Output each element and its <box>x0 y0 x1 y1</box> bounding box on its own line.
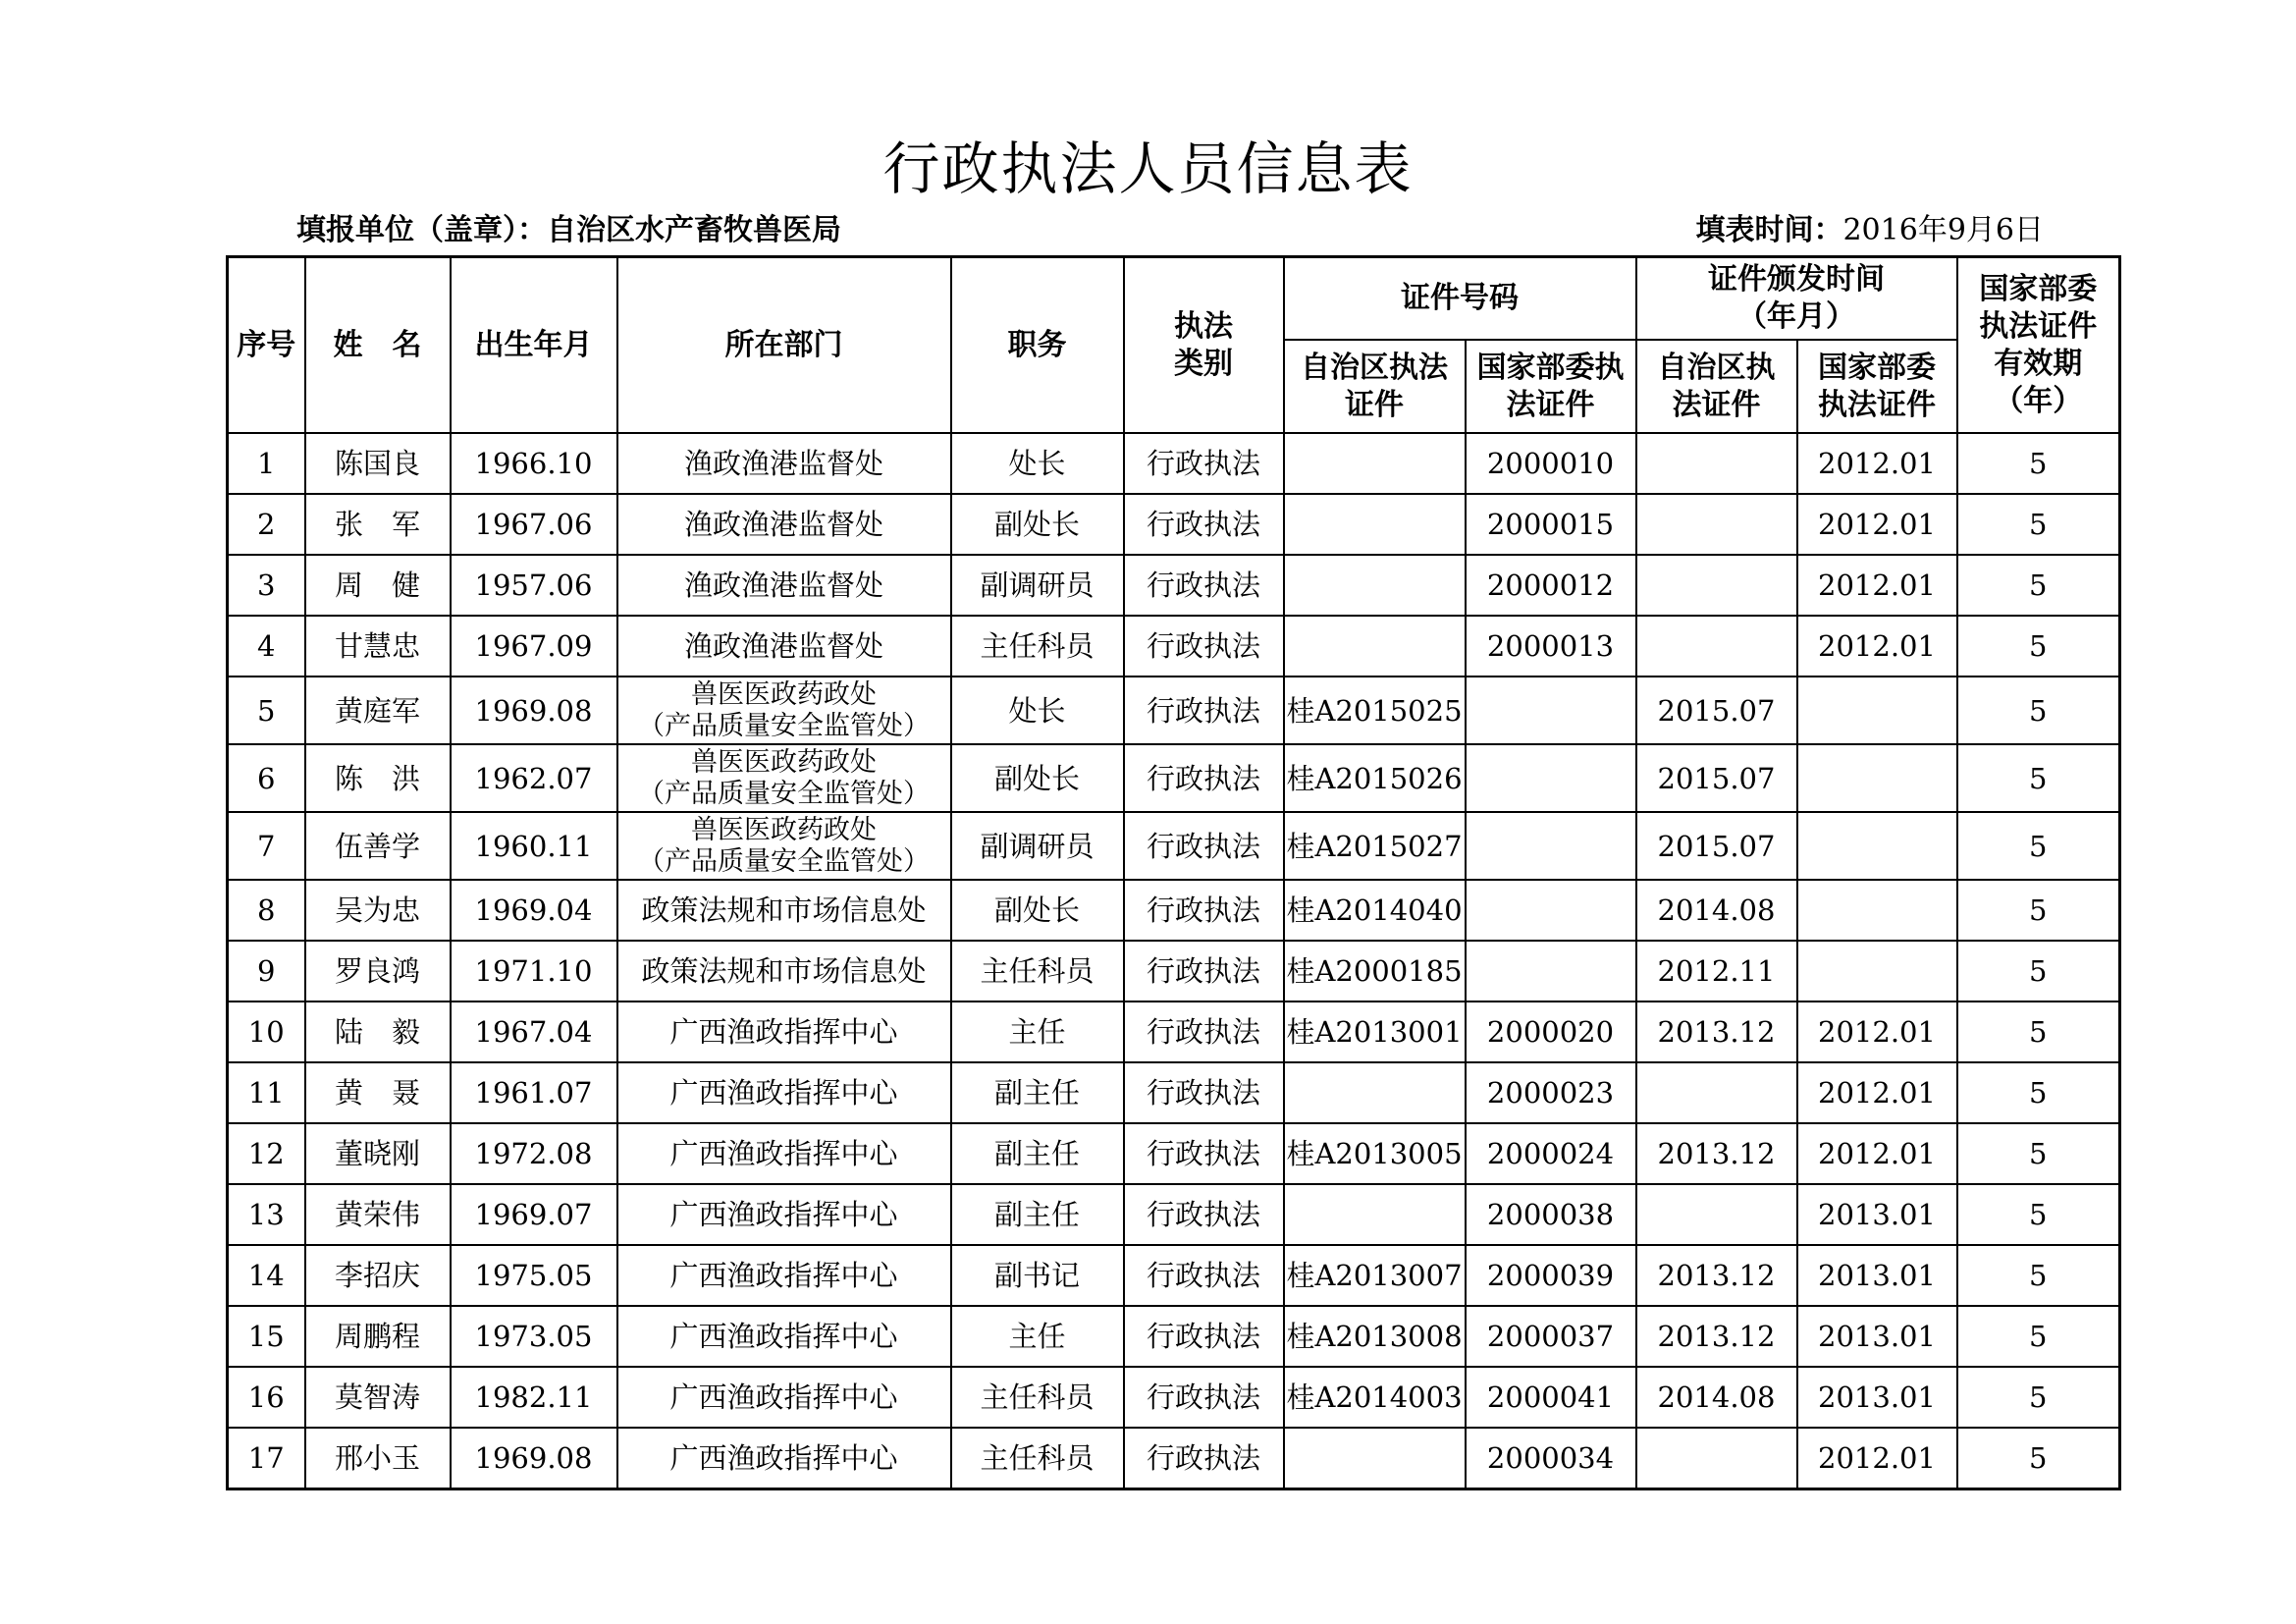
cell-national-cert-time: 2012.01 <box>1797 616 1957 677</box>
cell-validity: 5 <box>1957 941 2120 1001</box>
cell-region-cert-time: 2015.07 <box>1636 677 1797 744</box>
cell-region-cert-time <box>1636 1062 1797 1123</box>
cell-region-cert-no: 桂A2015027 <box>1284 812 1466 880</box>
cell-region-cert-no <box>1284 1184 1466 1245</box>
cell-position: 处长 <box>951 433 1124 494</box>
cell-validity: 5 <box>1957 1184 2120 1245</box>
cell-validity: 5 <box>1957 616 2120 677</box>
cell-national-cert-no: 2000010 <box>1466 433 1636 494</box>
cell-region-cert-time: 2013.12 <box>1636 1123 1797 1184</box>
cell-region-cert-no <box>1284 555 1466 616</box>
cell-birth: 1969.08 <box>451 677 617 744</box>
cell-name: 周鹏程 <box>305 1306 451 1367</box>
cell-department: 广西渔政指挥中心 <box>617 1184 951 1245</box>
cell-department: 广西渔政指挥中心 <box>617 1001 951 1062</box>
cell-category: 行政执法 <box>1124 433 1284 494</box>
cell-position: 处长 <box>951 677 1124 744</box>
cell-region-cert-time: 2013.12 <box>1636 1306 1797 1367</box>
header-national-cert-time: 国家部委执法证件 <box>1797 340 1957 433</box>
cell-seq: 15 <box>228 1306 305 1367</box>
cell-category: 行政执法 <box>1124 1245 1284 1306</box>
cell-position: 主任 <box>951 1306 1124 1367</box>
cell-category: 行政执法 <box>1124 1001 1284 1062</box>
table-row <box>228 616 2120 677</box>
cell-seq: 12 <box>228 1123 305 1184</box>
cell-birth: 1962.07 <box>451 744 617 812</box>
cell-national-cert-no: 2000037 <box>1466 1306 1636 1367</box>
cell-national-cert-no: 2000013 <box>1466 616 1636 677</box>
cell-seq: 6 <box>228 744 305 812</box>
cell-seq: 5 <box>228 677 305 744</box>
cell-national-cert-no: 2000020 <box>1466 1001 1636 1062</box>
cell-seq: 11 <box>228 1062 305 1123</box>
table-row <box>228 1062 2120 1123</box>
cell-category: 行政执法 <box>1124 1367 1284 1428</box>
cell-validity: 5 <box>1957 677 2120 744</box>
cell-region-cert-time: 2014.08 <box>1636 1367 1797 1428</box>
cell-national-cert-time: 2012.01 <box>1797 1062 1957 1123</box>
cell-category: 行政执法 <box>1124 812 1284 880</box>
cell-position: 副处长 <box>951 880 1124 941</box>
table-row <box>228 1123 2120 1184</box>
cell-department <box>617 744 951 812</box>
header-cert-number: 证件号码 <box>1284 257 1636 341</box>
cell-name: 罗良鸿 <box>305 941 451 1001</box>
cell-national-cert-no <box>1466 677 1636 744</box>
cell-national-cert-no: 2000039 <box>1466 1245 1636 1306</box>
cell-category: 行政执法 <box>1124 1123 1284 1184</box>
header-national-cert-no: 国家部委执法证件 <box>1466 340 1636 433</box>
cell-national-cert-no: 2000034 <box>1466 1428 1636 1489</box>
cell-name: 张 军 <box>305 494 451 555</box>
cell-seq: 9 <box>228 941 305 1001</box>
cell-category: 行政执法 <box>1124 744 1284 812</box>
cell-validity: 5 <box>1957 812 2120 880</box>
cell-department <box>617 812 951 880</box>
cell-category: 行政执法 <box>1124 616 1284 677</box>
cell-birth: 1971.10 <box>451 941 617 1001</box>
table-row <box>228 433 2120 494</box>
cell-region-cert-time <box>1636 1428 1797 1489</box>
cell-national-cert-time: 2012.01 <box>1797 1001 1957 1062</box>
cell-seq: 4 <box>228 616 305 677</box>
cell-position: 副调研员 <box>951 812 1124 880</box>
cell-position: 主任科员 <box>951 941 1124 1001</box>
table-row <box>228 744 2120 812</box>
cell-validity: 5 <box>1957 433 2120 494</box>
table-row <box>228 1184 2120 1245</box>
cell-name: 董晓刚 <box>305 1123 451 1184</box>
header-position: 职务 <box>951 257 1124 434</box>
cell-national-cert-time: 2012.01 <box>1797 555 1957 616</box>
header-name: 姓 名 <box>305 257 451 434</box>
cell-seq: 14 <box>228 1245 305 1306</box>
cell-position: 主任科员 <box>951 1367 1124 1428</box>
cell-national-cert-no: 2000015 <box>1466 494 1636 555</box>
cell-national-cert-time <box>1797 812 1957 880</box>
cell-department: 广西渔政指挥中心 <box>617 1306 951 1367</box>
cell-position: 主任科员 <box>951 1428 1124 1489</box>
cell-region-cert-no <box>1284 616 1466 677</box>
cell-position: 副主任 <box>951 1062 1124 1123</box>
table-row <box>228 555 2120 616</box>
table-row <box>228 1001 2120 1062</box>
cell-name: 陈 洪 <box>305 744 451 812</box>
cell-department: 政策法规和市场信息处 <box>617 941 951 1001</box>
cell-validity: 5 <box>1957 1306 2120 1367</box>
cell-validity: 5 <box>1957 1062 2120 1123</box>
cell-region-cert-time: 2014.08 <box>1636 880 1797 941</box>
cell-name: 周 健 <box>305 555 451 616</box>
department-line-1: 兽医医政药政处 <box>691 746 877 778</box>
cell-national-cert-no: 2000041 <box>1466 1367 1636 1428</box>
cell-national-cert-time: 2012.01 <box>1797 1123 1957 1184</box>
cell-position: 副主任 <box>951 1123 1124 1184</box>
table-row <box>228 677 2120 744</box>
cell-birth: 1957.06 <box>451 555 617 616</box>
cell-department: 政策法规和市场信息处 <box>617 880 951 941</box>
cell-department: 广西渔政指挥中心 <box>617 1428 951 1489</box>
cell-region-cert-time: 2013.12 <box>1636 1245 1797 1306</box>
department-line-2: （产品质量安全监管处） <box>638 778 930 809</box>
table-row <box>228 1245 2120 1306</box>
cell-validity: 5 <box>1957 1123 2120 1184</box>
cell-validity: 5 <box>1957 744 2120 812</box>
cell-category: 行政执法 <box>1124 1428 1284 1489</box>
page-title: 行政执法人员信息表 <box>882 135 1414 202</box>
cell-birth: 1969.07 <box>451 1184 617 1245</box>
cell-name: 伍善学 <box>305 812 451 880</box>
cell-seq: 1 <box>228 433 305 494</box>
header-department: 所在部门 <box>617 257 951 434</box>
header-seq: 序号 <box>228 257 305 434</box>
cell-region-cert-time <box>1636 616 1797 677</box>
cell-region-cert-no <box>1284 1428 1466 1489</box>
cell-category: 行政执法 <box>1124 1306 1284 1367</box>
cell-national-cert-time: 2012.01 <box>1797 1428 1957 1489</box>
cell-name: 吴为忠 <box>305 880 451 941</box>
cell-department <box>617 677 951 744</box>
cell-national-cert-time <box>1797 880 1957 941</box>
table-row <box>228 494 2120 555</box>
cell-validity: 5 <box>1957 1001 2120 1062</box>
cell-region-cert-no: 桂A2013005 <box>1284 1123 1466 1184</box>
cell-seq: 16 <box>228 1367 305 1428</box>
cell-national-cert-no: 2000038 <box>1466 1184 1636 1245</box>
header-region-cert-time: 自治区执法证件 <box>1636 340 1797 433</box>
cell-region-cert-time: 2015.07 <box>1636 744 1797 812</box>
reporting-unit-value: 自治区水产畜牧兽医局 <box>547 213 841 247</box>
cell-position: 主任 <box>951 1001 1124 1062</box>
cell-validity: 5 <box>1957 1245 2120 1306</box>
department-line-2: （产品质量安全监管处） <box>638 710 930 741</box>
cell-name: 黄庭军 <box>305 677 451 744</box>
cell-category: 行政执法 <box>1124 1184 1284 1245</box>
cell-birth: 1975.05 <box>451 1245 617 1306</box>
cell-region-cert-time: 2013.12 <box>1636 1001 1797 1062</box>
cell-birth: 1967.06 <box>451 494 617 555</box>
cell-national-cert-time <box>1797 677 1957 744</box>
cell-department: 渔政渔港监督处 <box>617 494 951 555</box>
cell-validity: 5 <box>1957 880 2120 941</box>
table-row <box>228 1306 2120 1367</box>
cell-region-cert-time <box>1636 555 1797 616</box>
department-line-1: 兽医医政药政处 <box>691 814 877 845</box>
cell-national-cert-time: 2013.01 <box>1797 1184 1957 1245</box>
cell-region-cert-no <box>1284 1062 1466 1123</box>
cell-birth: 1969.04 <box>451 880 617 941</box>
cell-national-cert-time: 2012.01 <box>1797 433 1957 494</box>
cell-name: 莫智涛 <box>305 1367 451 1428</box>
cell-birth: 1967.04 <box>451 1001 617 1062</box>
cell-position: 副主任 <box>951 1184 1124 1245</box>
cell-seq: 10 <box>228 1001 305 1062</box>
cell-region-cert-no: 桂A2014003 <box>1284 1367 1466 1428</box>
cell-seq: 17 <box>228 1428 305 1489</box>
cell-name: 陆 毅 <box>305 1001 451 1062</box>
reporting-unit <box>296 209 841 252</box>
cell-department: 渔政渔港监督处 <box>617 433 951 494</box>
cell-name: 黄 聂 <box>305 1062 451 1123</box>
cell-birth: 1969.08 <box>451 1428 617 1489</box>
cell-department: 广西渔政指挥中心 <box>617 1123 951 1184</box>
department-line-1: 兽医医政药政处 <box>691 678 877 710</box>
cell-region-cert-time: 2012.11 <box>1636 941 1797 1001</box>
cell-region-cert-time <box>1636 433 1797 494</box>
cell-seq: 2 <box>228 494 305 555</box>
cell-region-cert-no: 桂A2015025 <box>1284 677 1466 744</box>
cell-validity: 5 <box>1957 1428 2120 1489</box>
table-row <box>228 880 2120 941</box>
cell-national-cert-time: 2013.01 <box>1797 1306 1957 1367</box>
cell-name: 陈国良 <box>305 433 451 494</box>
cell-national-cert-time <box>1797 941 1957 1001</box>
cell-validity: 5 <box>1957 1367 2120 1428</box>
cell-national-cert-no <box>1466 744 1636 812</box>
cell-category: 行政执法 <box>1124 555 1284 616</box>
cell-name: 甘慧忠 <box>305 616 451 677</box>
header-cert-issue-time: 证件颁发时间（年月） <box>1636 257 1957 341</box>
cell-seq: 3 <box>228 555 305 616</box>
cell-name: 邢小玉 <box>305 1428 451 1489</box>
cell-region-cert-no: 桂A2013007 <box>1284 1245 1466 1306</box>
cell-national-cert-no <box>1466 941 1636 1001</box>
cell-region-cert-time <box>1636 494 1797 555</box>
header-birth: 出生年月 <box>451 257 617 434</box>
reporting-unit-label: 填报单位（盖章）： <box>296 213 547 247</box>
cell-validity: 5 <box>1957 555 2120 616</box>
table-row <box>228 812 2120 880</box>
cell-region-cert-no: 桂A2013008 <box>1284 1306 1466 1367</box>
cell-national-cert-no <box>1466 880 1636 941</box>
cell-position: 主任科员 <box>951 616 1124 677</box>
cell-region-cert-no: 桂A2014040 <box>1284 880 1466 941</box>
header-validity: 国家部委执法证件有效期（年） <box>1957 257 2120 434</box>
cell-birth: 1973.05 <box>451 1306 617 1367</box>
cell-validity: 5 <box>1957 494 2120 555</box>
cell-birth: 1972.08 <box>451 1123 617 1184</box>
cell-department: 渔政渔港监督处 <box>617 555 951 616</box>
cell-region-cert-no <box>1284 494 1466 555</box>
personnel-table <box>226 255 2121 1490</box>
cell-department: 广西渔政指挥中心 <box>617 1245 951 1306</box>
cell-birth: 1967.09 <box>451 616 617 677</box>
cell-birth: 1960.11 <box>451 812 617 880</box>
cell-position: 副处长 <box>951 494 1124 555</box>
cell-department: 渔政渔港监督处 <box>617 616 951 677</box>
cell-seq: 13 <box>228 1184 305 1245</box>
table-row <box>228 1428 2120 1489</box>
header-category: 执法类别 <box>1124 257 1284 434</box>
cell-seq: 8 <box>228 880 305 941</box>
cell-position: 副处长 <box>951 744 1124 812</box>
cell-region-cert-time: 2015.07 <box>1636 812 1797 880</box>
cell-birth: 1966.10 <box>451 433 617 494</box>
cell-department: 广西渔政指挥中心 <box>617 1367 951 1428</box>
fill-date <box>1695 209 2044 252</box>
cell-position: 副调研员 <box>951 555 1124 616</box>
table-row <box>228 1367 2120 1428</box>
cell-region-cert-no: 桂A2015026 <box>1284 744 1466 812</box>
cell-region-cert-no: 桂A2013001 <box>1284 1001 1466 1062</box>
cell-national-cert-no <box>1466 812 1636 880</box>
cell-national-cert-time: 2013.01 <box>1797 1367 1957 1428</box>
cell-name: 李招庆 <box>305 1245 451 1306</box>
department-line-2: （产品质量安全监管处） <box>638 845 930 877</box>
cell-position: 副书记 <box>951 1245 1124 1306</box>
cell-birth: 1982.11 <box>451 1367 617 1428</box>
cell-national-cert-time: 2012.01 <box>1797 494 1957 555</box>
table-row <box>228 941 2120 1001</box>
fill-date-value: 2016年9月6日 <box>1842 213 2044 247</box>
cell-national-cert-no: 2000023 <box>1466 1062 1636 1123</box>
cell-category: 行政执法 <box>1124 880 1284 941</box>
fill-date-label: 填表时间： <box>1695 213 1843 247</box>
cell-category: 行政执法 <box>1124 941 1284 1001</box>
cell-national-cert-time <box>1797 744 1957 812</box>
cell-region-cert-no <box>1284 433 1466 494</box>
cell-category: 行政执法 <box>1124 494 1284 555</box>
cell-national-cert-no: 2000012 <box>1466 555 1636 616</box>
cell-region-cert-time <box>1636 1184 1797 1245</box>
cell-national-cert-time: 2013.01 <box>1797 1245 1957 1306</box>
cell-national-cert-no: 2000024 <box>1466 1123 1636 1184</box>
cell-category: 行政执法 <box>1124 677 1284 744</box>
cell-department: 广西渔政指挥中心 <box>617 1062 951 1123</box>
cell-name: 黄荣伟 <box>305 1184 451 1245</box>
cell-birth: 1961.07 <box>451 1062 617 1123</box>
cell-region-cert-no: 桂A2000185 <box>1284 941 1466 1001</box>
cell-seq: 7 <box>228 812 305 880</box>
header-region-cert-no: 自治区执法证件 <box>1284 340 1466 433</box>
cell-category: 行政执法 <box>1124 1062 1284 1123</box>
